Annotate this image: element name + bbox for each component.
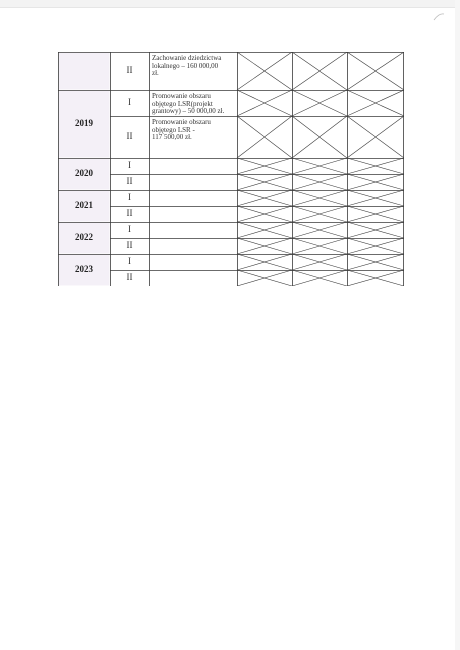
task-description-line: grantowy) – 50 000,00 zł. <box>152 107 225 116</box>
half-year-label: II <box>126 65 133 75</box>
task-description-line: lokalnego – 160 000,00 <box>152 61 219 70</box>
half-year-label: I <box>128 97 131 107</box>
half-year-label: II <box>126 240 133 250</box>
page-right-edge <box>455 0 460 650</box>
year-label: 2022 <box>75 232 93 242</box>
task-description-line: objętego LSR - <box>152 125 195 134</box>
year-label: 2019 <box>75 118 93 128</box>
task-description <box>152 93 235 116</box>
half-year-label: I <box>128 224 131 234</box>
half-year-label: II <box>126 272 133 282</box>
half-year-label: I <box>128 160 131 170</box>
task-description-line: objętego LSR(projekt <box>152 99 213 108</box>
task-description <box>152 55 235 78</box>
year-label: 2023 <box>75 264 93 274</box>
schedule-table <box>58 52 404 286</box>
scan-mark <box>432 12 446 22</box>
year-label: 2020 <box>75 168 93 178</box>
task-description-line: Promowanie obszaru <box>152 92 211 100</box>
task-description-line: zł. <box>152 69 159 78</box>
page-top-edge <box>0 0 460 8</box>
year-label: 2021 <box>75 200 93 210</box>
task-description-line: Promowanie obszaru <box>152 118 211 126</box>
half-year-label: I <box>128 256 131 266</box>
half-year-label: II <box>126 131 133 141</box>
task-description-line: Zachowanie dziedzictwa <box>152 54 222 62</box>
half-year-label: II <box>126 176 133 186</box>
year-cell-bg <box>59 53 110 90</box>
task-description-line: 117 500,00 zł. <box>152 133 192 142</box>
half-year-label: II <box>126 208 133 218</box>
half-year-label: I <box>128 192 131 202</box>
task-description <box>152 119 235 142</box>
